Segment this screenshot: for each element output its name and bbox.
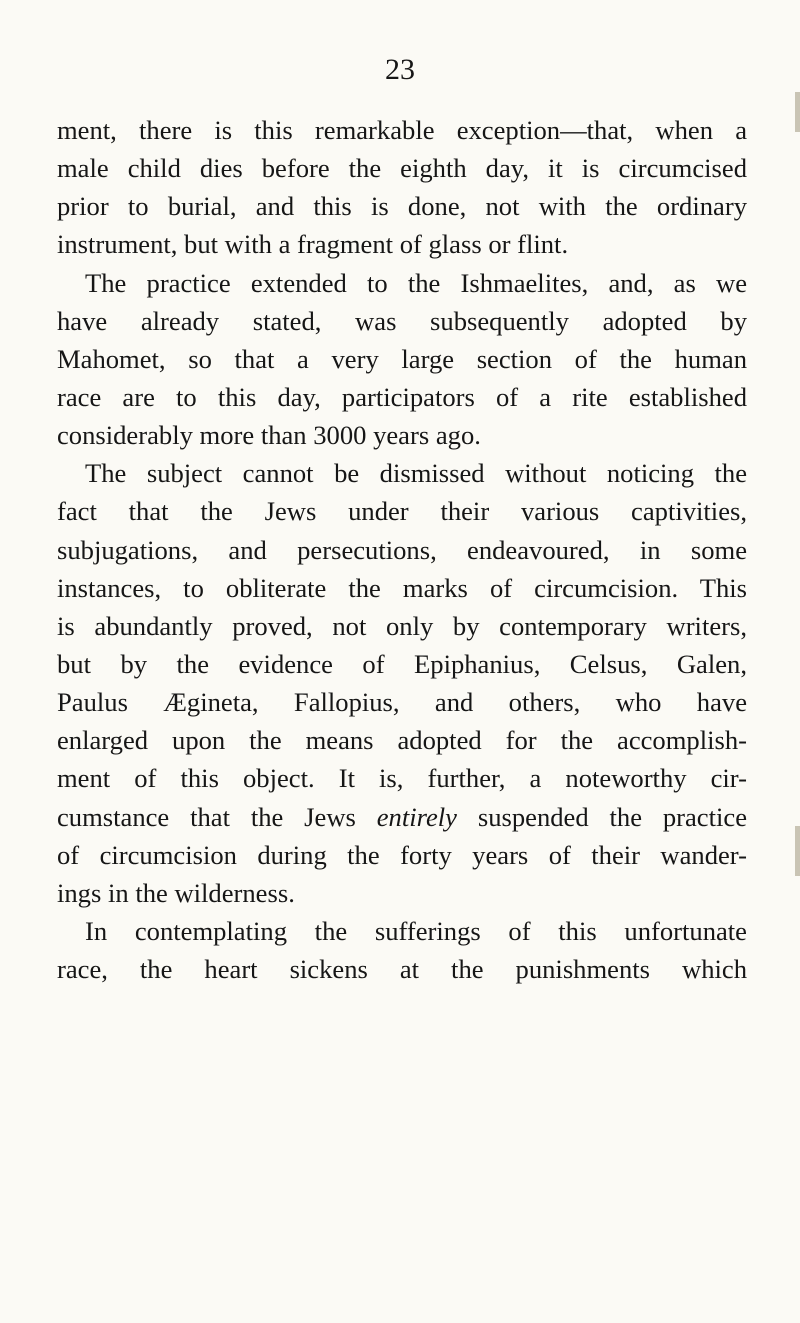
text-line: prior to burial, and this is done, not with the ordinary	[57, 191, 747, 222]
text-line: male child dies before the eighth day, it is circumcised	[57, 153, 747, 184]
text-line: fact that the Jews under their various captivities,	[57, 496, 747, 527]
text-line: In contemplating the sufferings of this unfortunate	[85, 915, 747, 946]
emphasized-word: entirely	[376, 801, 457, 832]
page-edge-mark	[795, 92, 800, 132]
text-line: The subject cannot be dismissed without noticing the	[85, 458, 747, 489]
text-line: have already stated, was subsequently adopted by	[57, 305, 747, 336]
text-line: subjugations, and persecutions, endeavoured, in some	[57, 534, 747, 565]
text-line: Paulus Ægineta, Fallopius, and others, who have	[57, 687, 747, 718]
text-line: instances, to obliterate the marks of circumcision. This	[57, 572, 747, 603]
text-line: enlarged upon the means adopted for the accomplish-	[57, 725, 747, 756]
text-line-italic	[57, 798, 747, 836]
text-line: The practice extended to the Ishmaelites, and, as we	[85, 267, 747, 298]
page-number: 23	[385, 53, 415, 86]
text-line: Mahomet, so that a very large section of the human	[57, 343, 747, 374]
text-line: race, the heart sickens at the punishments which	[57, 954, 747, 985]
text-segment: suspended the practice	[457, 801, 747, 832]
text-line: but by the evidence of Epiphanius, Celsus, Galen,	[57, 648, 747, 679]
text-line: ment, there is this remarkable exception—that, when a	[57, 115, 747, 145]
text-line: instrument, but with a fragment of glass or flint.	[57, 229, 569, 260]
text-line: race are to this day, participators of a rite established	[57, 381, 747, 412]
text-line: ings in the wilderness.	[57, 877, 295, 908]
page-edge-mark	[795, 826, 800, 876]
text-line: of circumcision during the forty years of their wander-	[57, 839, 747, 870]
text-line: ment of this object. It is, further, a noteworthy cir-	[57, 763, 747, 794]
body-text	[57, 111, 747, 988]
text-line: considerably more than 3000 years ago.	[57, 420, 481, 451]
text-segment: cumstance that the Jews	[57, 801, 377, 832]
text-line: is abundantly proved, not only by contemporary writers,	[57, 610, 747, 641]
